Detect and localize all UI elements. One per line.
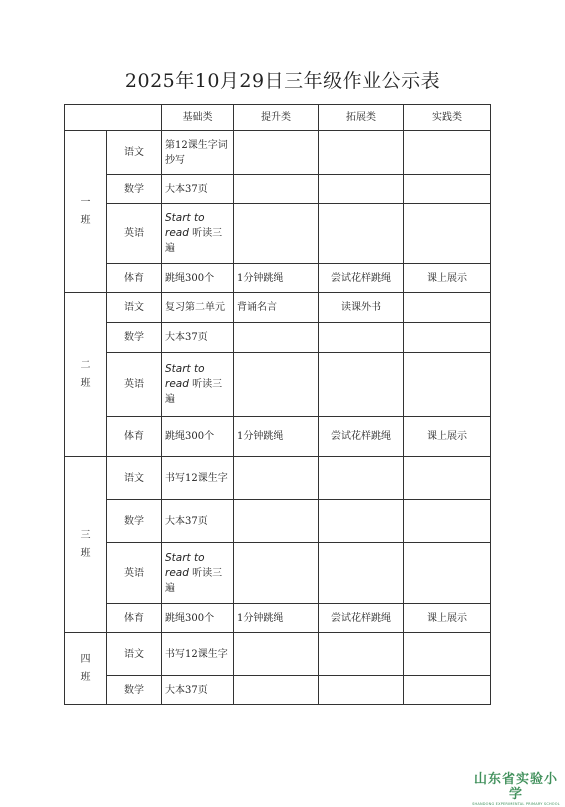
basic-cell: 书写12课生字 bbox=[162, 633, 234, 676]
homework-table bbox=[64, 104, 491, 705]
english-task-cn: 听读三遍 bbox=[165, 567, 223, 594]
expand-cell bbox=[319, 457, 404, 500]
practice-cell bbox=[404, 457, 491, 500]
class-4-label: 四 班 bbox=[65, 633, 107, 705]
header-basic: 基础类 bbox=[162, 105, 234, 131]
subject-cell: 英语 bbox=[107, 353, 162, 417]
subject-cell: 英语 bbox=[107, 543, 162, 604]
practice-cell bbox=[404, 204, 491, 264]
english-task-cn: 听读三遍 bbox=[165, 379, 223, 405]
header-blank-cell bbox=[65, 105, 162, 131]
english-task-text: Start to read bbox=[165, 551, 205, 579]
expand-cell bbox=[319, 131, 404, 175]
expand-cell bbox=[319, 175, 404, 204]
practice-cell bbox=[404, 323, 491, 353]
expand-cell bbox=[319, 500, 404, 543]
subject-cell: 体育 bbox=[107, 417, 162, 457]
improve-cell bbox=[234, 323, 319, 353]
school-logo-name: 山东省实验小学 bbox=[473, 772, 558, 802]
expand-cell bbox=[319, 543, 404, 604]
expand-cell: 读课外书 bbox=[319, 293, 404, 323]
school-logo-english: SHANDONG EXPERIMENTAL PRIMARY SCHOOL bbox=[472, 802, 560, 806]
basic-cell: 大本37页 bbox=[162, 676, 234, 705]
expand-cell: 尝试花样跳绳 bbox=[319, 264, 404, 293]
english-task-cn: 听读三遍 bbox=[165, 228, 223, 254]
table-row bbox=[65, 323, 491, 353]
subject-cell: 语文 bbox=[107, 293, 162, 323]
practice-cell bbox=[404, 293, 491, 323]
table-row bbox=[65, 353, 491, 417]
practice-cell bbox=[404, 676, 491, 705]
practice-cell bbox=[404, 131, 491, 175]
improve-cell: 1分钟跳绳 bbox=[234, 264, 319, 293]
expand-cell bbox=[319, 676, 404, 705]
improve-cell bbox=[234, 353, 319, 417]
expand-cell: 尝试花样跳绳 bbox=[319, 417, 404, 457]
class-1-label: 一 班 bbox=[65, 131, 107, 293]
improve-cell bbox=[234, 457, 319, 500]
practice-cell bbox=[404, 175, 491, 204]
page-title: 2025年10月29日三年级作业公示表 bbox=[124, 70, 441, 92]
subject-cell: 数学 bbox=[107, 323, 162, 353]
basic-cell: 大本37页 bbox=[162, 323, 234, 353]
subject-cell: 数学 bbox=[107, 500, 162, 543]
class-2-label: 二 班 bbox=[65, 293, 107, 457]
basic-cell: 跳绳300个 bbox=[162, 264, 234, 293]
practice-cell: 课上展示 bbox=[404, 417, 491, 457]
basic-cell: 跳绳300个 bbox=[162, 604, 234, 633]
practice-cell bbox=[404, 500, 491, 543]
improve-cell: 1分钟跳绳 bbox=[234, 604, 319, 633]
table-row bbox=[65, 417, 491, 457]
table-row bbox=[65, 633, 491, 676]
header-expand: 拓展类 bbox=[319, 105, 404, 131]
practice-cell: 课上展示 bbox=[404, 264, 491, 293]
subject-cell: 语文 bbox=[107, 457, 162, 500]
table-row bbox=[65, 204, 491, 264]
improve-cell bbox=[234, 131, 319, 175]
improve-cell bbox=[234, 676, 319, 705]
basic-cell: 第12课生字词抄写 bbox=[162, 131, 234, 175]
table-row bbox=[65, 264, 491, 293]
basic-cell: 书写12课生字 bbox=[162, 457, 234, 500]
table-row bbox=[65, 175, 491, 204]
basic-cell: 跳绳300个 bbox=[162, 417, 234, 457]
improve-cell bbox=[234, 633, 319, 676]
subject-cell: 数学 bbox=[107, 676, 162, 705]
basic-cell bbox=[162, 353, 234, 417]
practice-cell: 课上展示 bbox=[404, 604, 491, 633]
subject-cell: 语文 bbox=[107, 633, 162, 676]
table-row bbox=[65, 131, 491, 175]
improve-cell: 1分钟跳绳 bbox=[234, 417, 319, 457]
improve-cell: 背诵名言 bbox=[234, 293, 319, 323]
expand-cell bbox=[319, 204, 404, 264]
table-row bbox=[65, 500, 491, 543]
table-row bbox=[65, 543, 491, 604]
expand-cell bbox=[319, 353, 404, 417]
practice-cell bbox=[404, 543, 491, 604]
practice-cell bbox=[404, 633, 491, 676]
subject-cell: 数学 bbox=[107, 175, 162, 204]
improve-cell bbox=[234, 175, 319, 204]
school-logo bbox=[470, 772, 562, 807]
english-task-text: Start to read bbox=[165, 363, 205, 390]
table-row bbox=[65, 293, 491, 323]
basic-cell: 复习第二单元 bbox=[162, 293, 234, 323]
expand-cell: 尝试花样跳绳 bbox=[319, 604, 404, 633]
header-row bbox=[65, 105, 491, 131]
table-row bbox=[65, 604, 491, 633]
improve-cell bbox=[234, 204, 319, 264]
header-improve: 提升类 bbox=[234, 105, 319, 131]
subject-cell: 体育 bbox=[107, 264, 162, 293]
expand-cell bbox=[319, 323, 404, 353]
improve-cell bbox=[234, 543, 319, 604]
basic-cell bbox=[162, 204, 234, 264]
subject-cell: 语文 bbox=[107, 131, 162, 175]
table-row bbox=[65, 676, 491, 705]
class-3-label: 三 班 bbox=[65, 457, 107, 633]
practice-cell bbox=[404, 353, 491, 417]
table-row bbox=[65, 457, 491, 500]
expand-cell bbox=[319, 633, 404, 676]
basic-cell bbox=[162, 543, 234, 604]
header-practice: 实践类 bbox=[404, 105, 491, 131]
improve-cell bbox=[234, 500, 319, 543]
subject-cell: 体育 bbox=[107, 604, 162, 633]
basic-cell: 大本37页 bbox=[162, 500, 234, 543]
subject-cell: 英语 bbox=[107, 204, 162, 264]
english-task-text: Start to read bbox=[165, 212, 205, 239]
basic-cell: 大本37页 bbox=[162, 175, 234, 204]
